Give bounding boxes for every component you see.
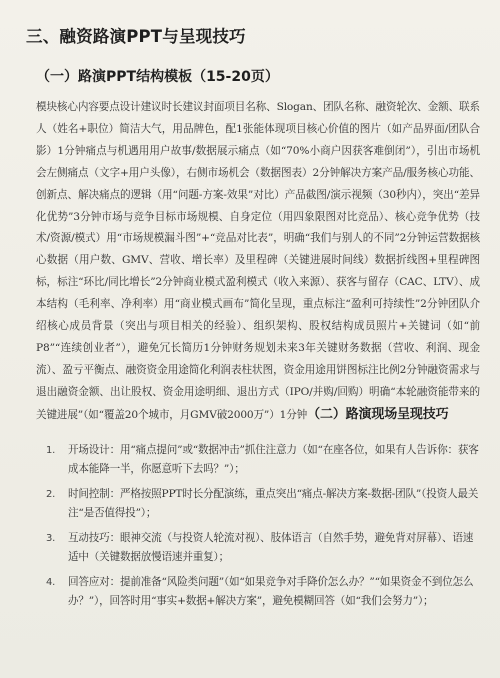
list-item-number: 4.: [46, 576, 56, 588]
list-item: [22, 441, 480, 479]
section-title: 三、融资路演PPT与呈现技巧: [26, 27, 246, 46]
list-item: [22, 573, 480, 611]
list-item-text: 开场设计：用“痛点提问”或“数据冲击”抓住注意力（如“在座各位，如果有人告诉你：获客成本能降一半，你愿意听下去吗？”）；: [68, 443, 479, 475]
list-item: [22, 529, 480, 567]
list-item-number: 1.: [46, 444, 56, 456]
inline-heading: （二）路演现场呈现技巧: [307, 406, 449, 422]
list-item-number: 2.: [46, 488, 56, 500]
list-item-text: 回答应对：提前准备“风险类问题”（如“如果竞争对手降价怎么办？”“如果资金不到位怎么办？”），回答时用“事实+数据+解决方案”，避免模糊回答（如“我们会努力”）；: [68, 575, 474, 607]
list-item: [22, 485, 480, 523]
tips-list: [22, 441, 480, 611]
subsection-title: （一）路演PPT结构模板（15-20页）: [36, 69, 279, 85]
body-paragraph-text: 模块核心内容要点设计建议时长建议封面项目名称、Slogan、团队名称、融资轮次、金额、联系人（姓名+职位）简洁大气，用品牌色，配1张能体现项目核心价值的图片（如产品界面/团队合影）1分钟痛点与机遇用用户故事/数据展示痛点（如“70%小商户因获客难倒闭”），引出市场机会左侧痛点（文字+用户头像），右侧市场机会（数据图表）2分钟解决方案产品/服务核心功能、创新点、解决痛点的逻辑（用“问题-方案-效果”对比）产品截图/演示视频（30秒内），突出“差异化优势”3分钟市场与竞争目标市场规模、自身定位（用四象限图对比竞品）、核心竞争优势（技术/资源/模式）用“市场规模漏斗图”+“竞品对比表”，明确“我们与别人的不同”2分钟运营数据核心数据（用户数、GMV、营收、增长率）及里程碑（关键进展时间线）数据折线图+里程碑图标，标注“环比/同比增长”2分钟商业模式盈利模式（收入来源）、获客与留存（CAC、LTV）、成本结构（毛利率、净利率）用“商业模式画布”简化呈现，重点标注“盈利可持续性”2分钟团队介绍核心成员背景（突出与项目相关的经验）、组织架构、股权结构成员照片+关键词（如“前P8”“连续创业者”），避免冗长简历1分钟财务规划未来3年关键财务数据（营收、利润、现金流）、盈亏平衡点、融资资金用途简化利润表柱状图，资金用途用饼图标注比例2分钟融资需求与退出融资金额、出让股权、资金用途明细、退出方式（IPO/并购/回购）明确“本轮融资能带来的关键进展”（如“覆盖20个城市，月GMV破2000万”）1分钟: [36, 101, 480, 421]
body-paragraph: [36, 97, 480, 427]
list-item-text: 互动技巧：眼神交流（与投资人轮流对视）、肢体语言（自然手势，避免背对屏幕）、语速适中（关键数据放慢语速并重复）；: [68, 531, 474, 563]
list-item-text: 时间控制：严格按照PPT时长分配演练，重点突出“痛点-解决方案-数据-团队”（投资人最关注“是否值得投”）；: [68, 487, 479, 519]
list-item-number: 3.: [46, 532, 56, 544]
